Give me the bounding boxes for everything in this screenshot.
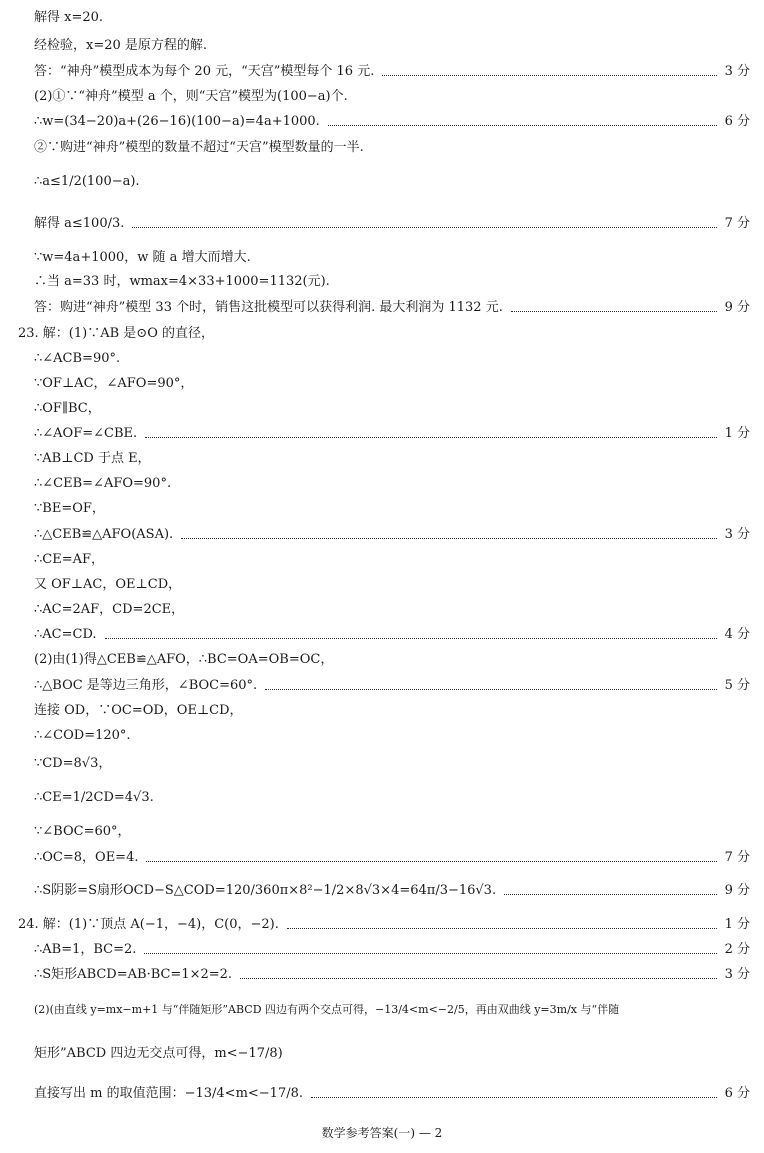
dotted-leader [181, 537, 716, 539]
answer-line: ②∵购进“神舟”模型的数量不超过“天宫”模型数量的一半. [34, 140, 364, 155]
answer-line: ∴∠CEB=∠AFO=90°. [34, 476, 172, 491]
answer-line: ∴当 a=33 时，wmax=4×33+1000=1132(元). [34, 274, 330, 289]
dotted-leader [145, 436, 716, 438]
score-label: 1 分 [724, 426, 750, 441]
question-24-heading: 24. 解：(1)∵顶点 A(−1，−4)，C(0，−2). 1 分 [18, 917, 750, 932]
answer-line: ∴AC=CD. 4 分 [34, 627, 750, 642]
answer-line: ∵CD=8√3， [34, 756, 112, 771]
answer-line: 解得 x=20. [34, 10, 104, 25]
dotted-leader [265, 688, 716, 690]
answer-line: 直接写出 m 的取值范围：−13/4<m<−17/8. 6 分 [34, 1086, 750, 1101]
score-label: 9 分 [724, 300, 750, 315]
answer-line: (2)①∵“神舟”模型 a 个，则“天宫”模型为(100−a)个. [34, 89, 348, 104]
score-label: 4 分 [724, 627, 750, 642]
answer-line: 经检验，x=20 是原方程的解. [34, 38, 208, 53]
dotted-leader [311, 1096, 717, 1098]
score-label: 3 分 [724, 967, 750, 982]
answer-line: ∴CE=AF， [34, 552, 105, 567]
answer-line: ∵∠BOC=60°， [34, 824, 131, 839]
page-footer: 数学参考答案(一) — 2 [321, 1126, 443, 1140]
dotted-leader [504, 893, 717, 895]
answer-line: 连接 OD，∵OC=OD，OE⊥CD， [34, 703, 243, 718]
dotted-leader [105, 637, 717, 639]
answer-line: ∴OF∥BC， [34, 401, 101, 416]
dotted-leader [240, 977, 717, 979]
answer-line: ∴a≤1/2(100−a). [34, 174, 140, 189]
answer-line: ∴∠AOF=∠CBE. 1 分 [34, 426, 750, 441]
dotted-leader [146, 860, 716, 862]
score-label: 6 分 [724, 1086, 750, 1101]
dotted-leader [382, 74, 716, 76]
answer-line: ∴AB=1，BC=2. 2 分 [34, 942, 750, 957]
score-label: 1 分 [724, 917, 750, 932]
answer-line: ∵BE=OF， [34, 501, 105, 516]
answer-line: ∴AC=2AF，CD=2CE， [34, 602, 185, 617]
answer-line: (2)(由直线 y=mx−m+1 与“伴随矩形”ABCD 四边有两个交点可得，−13/4<m<−2/5，再由双曲线 y=3m/x 与“伴随 [34, 1003, 620, 1016]
question-23-heading: 23. 解：(1)∵AB 是⊙O 的直径， [18, 326, 214, 341]
answer-line: ∴S矩形ABCD=AB·BC=1×2=2. 3 分 [34, 967, 750, 982]
answer-line: ∴△CEB≌△AFO(ASA). 3 分 [34, 527, 750, 542]
answer-line: ∵w=4a+1000，w 随 a 增大而增大. [34, 250, 251, 265]
score-label: 7 分 [724, 850, 750, 865]
score-label: 5 分 [724, 678, 750, 693]
answer-line: ∴S阴影=S扇形OCD−S△COD=120/360π×8²−1/2×8√3×4=64π/3−16√3. 9 分 [34, 883, 750, 898]
answer-line: 答：购进“神舟”模型 33 个时，销售这批模型可以获得利润. 最大利润为 1132 元. 9 分 [34, 300, 750, 315]
answer-line: ∴OC=8，OE=4. 7 分 [34, 850, 750, 865]
answer-line: ∵OF⊥AC，∠AFO=90°， [34, 376, 194, 391]
answer-line: ∴△BOC 是等边三角形，∠BOC=60°. 5 分 [34, 678, 750, 693]
score-label: 2 分 [724, 942, 750, 957]
answer-line: 矩形”ABCD 四边无交点可得，m<−17/8) [34, 1046, 283, 1061]
answer-line: ∴∠COD=120°. [34, 728, 131, 743]
answer-line: 答：“神舟”模型成本为每个 20 元，“天宫”模型每个 16 元. 3 分 [34, 64, 750, 79]
score-label: 6 分 [724, 114, 750, 129]
score-label: 9 分 [724, 883, 750, 898]
answer-line: (2)由(1)得△CEB≌△AFO，∴BC=OA=OB=OC， [34, 652, 334, 667]
answer-line: ∴∠ACB=90°. [34, 351, 121, 366]
answer-line: ∵AB⊥CD 于点 E， [34, 451, 151, 466]
dotted-leader [287, 927, 717, 929]
dotted-leader [132, 226, 716, 228]
answer-line: ∴w=(34−20)a+(26−16)(100−a)=4a+1000. 6 分 [34, 114, 750, 129]
answer-line: ∴CE=1/2CD=4√3. [34, 790, 154, 805]
dotted-leader [144, 952, 716, 954]
score-label: 7 分 [724, 216, 750, 231]
dotted-leader [511, 310, 717, 312]
dotted-leader [328, 124, 717, 126]
answer-line: 又 OF⊥AC，OE⊥CD， [34, 577, 182, 592]
answer-line: 解得 a≤100/3. 7 分 [34, 216, 750, 231]
score-label: 3 分 [724, 527, 750, 542]
score-label: 3 分 [724, 64, 750, 79]
